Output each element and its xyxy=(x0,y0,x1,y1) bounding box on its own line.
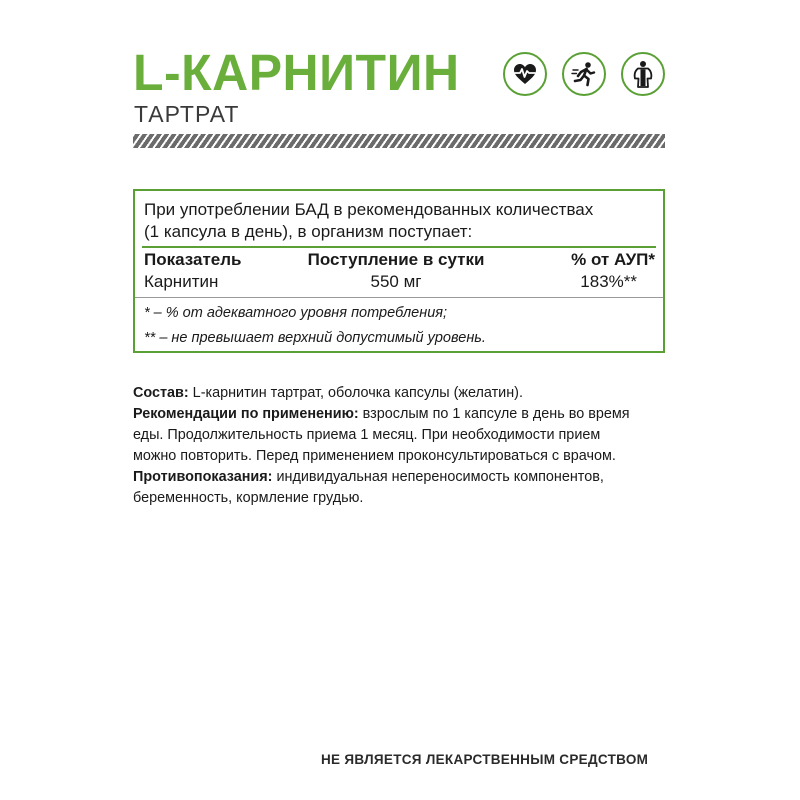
footnote: ** – не превышает верхний допустимый уровень. xyxy=(144,330,486,346)
composition-text xyxy=(133,383,673,509)
line-text: беременность, кормление грудью. xyxy=(133,490,364,506)
heart-pulse-icon xyxy=(503,52,547,96)
product-subtitle: ТАРТРАТ xyxy=(134,101,240,127)
weight-loss-icon xyxy=(621,52,665,96)
recommendation-line xyxy=(133,425,673,446)
line-text: взрослым по 1 капсуле в день во время xyxy=(358,406,630,422)
line-text: можно повторить. Перед применением проконсультироваться с врачом. xyxy=(133,448,616,464)
table-header-row xyxy=(144,249,655,271)
line-label: Рекомендации по применению: xyxy=(133,406,359,422)
composition-line xyxy=(133,383,673,404)
recommendation-line xyxy=(133,446,673,467)
line-text: еды. Продолжительность приема 1 месяц. При необходимости прием xyxy=(133,427,601,443)
intro-text xyxy=(144,199,593,243)
nutrition-info-box xyxy=(133,189,665,353)
header-percent-aup: % от АУП* xyxy=(571,250,655,269)
table-top-rule xyxy=(142,246,656,248)
header-daily-intake: Поступление в сутки xyxy=(307,250,485,269)
contraindications-line xyxy=(133,467,673,488)
intro-line: (1 капсула в день), в организм поступает: xyxy=(144,222,473,241)
header-indicator: Показатель xyxy=(144,250,242,269)
line-label: Состав: xyxy=(133,385,189,401)
notes-divider xyxy=(135,297,663,298)
table-row xyxy=(144,271,655,293)
intro-line: При употреблении БАД в рекомендованных количествах xyxy=(144,200,594,219)
footnote: * – % от адекватного уровня потребления; xyxy=(144,305,448,321)
product-title: L-КАРНИТИН xyxy=(133,44,460,101)
contraindications-line xyxy=(133,488,673,509)
recommendation-line xyxy=(133,404,673,425)
disclaimer: НЕ ЯВЛЯЕТСЯ ЛЕКАРСТВЕННЫМ СРЕДСТВОМ xyxy=(321,752,649,767)
running-person-icon xyxy=(562,52,606,96)
cell-percent-aup: 183%** xyxy=(580,272,637,291)
line-text: L-карнитин тартрат, оболочка капсулы (желатин). xyxy=(188,385,523,401)
line-text: индивидуальная непереносимость компонентов, xyxy=(272,469,604,485)
line-label: Противопоказания: xyxy=(133,469,273,485)
cell-daily-intake: 550 мг xyxy=(370,272,422,291)
cell-indicator: Карнитин xyxy=(144,272,219,291)
hatched-divider xyxy=(133,134,665,148)
